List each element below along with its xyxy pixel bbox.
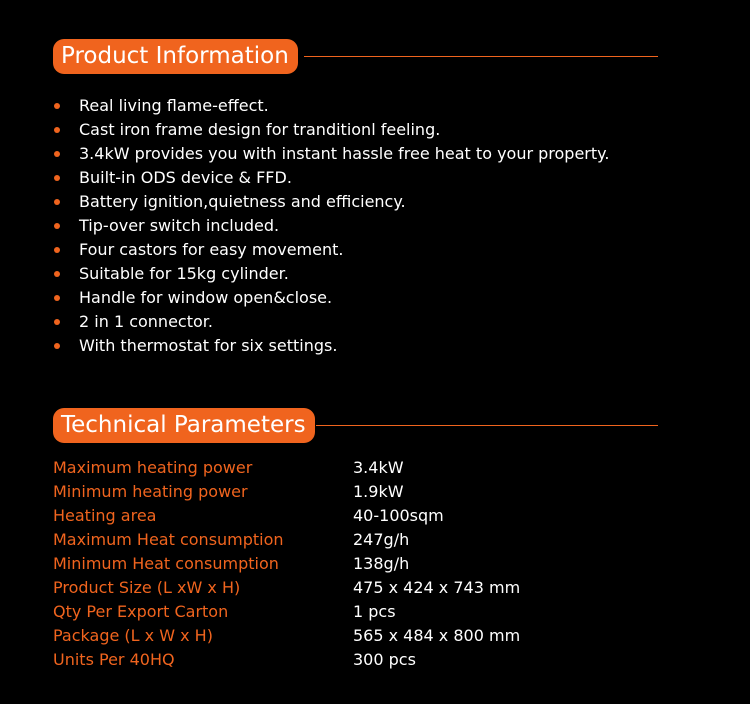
- parameter-label: Minimum Heat consumption: [53, 554, 279, 573]
- feature-item: [53, 94, 609, 118]
- feature-item: [53, 286, 609, 310]
- feature-text: 3.4kW provides you with instant hassle free heat to your property.: [79, 144, 610, 163]
- feature-text: Handle for window open&close.: [79, 288, 333, 307]
- feature-text: Built-in ODS device & FFD.: [79, 168, 292, 187]
- bullet-dot-icon: [54, 151, 60, 157]
- feature-text: Cast iron frame design for tranditionl feeling.: [79, 120, 441, 139]
- feature-item: [53, 334, 609, 358]
- bullet-dot-icon: [54, 247, 60, 253]
- parameter-value: 565 x 484 x 800 mm: [353, 626, 521, 645]
- parameter-label: Maximum Heat consumption: [53, 530, 284, 549]
- parameter-value: 1 pcs: [353, 602, 396, 621]
- feature-item: [53, 166, 609, 190]
- feature-text: With thermostat for six settings.: [79, 336, 338, 355]
- feature-text: 2 in 1 connector.: [79, 312, 213, 331]
- header-divider-line: [316, 425, 658, 426]
- bullet-dot-icon: [54, 319, 60, 325]
- header-divider-line: [304, 56, 658, 57]
- feature-text: Battery ignition,quietness and efficiency.: [79, 192, 406, 211]
- parameter-label: Product Size (L xW x H): [53, 578, 241, 597]
- parameter-label: Minimum heating power: [53, 482, 248, 501]
- parameter-value: 40-100sqm: [353, 506, 444, 525]
- parameter-label: Maximum heating power: [53, 458, 253, 477]
- parameter-value: 138g/h: [353, 554, 410, 573]
- bullet-dot-icon: [54, 199, 60, 205]
- parameter-value: 475 x 424 x 743 mm: [353, 578, 521, 597]
- technical-parameters-title: Technical Parameters: [53, 408, 315, 443]
- feature-text: Tip-over switch included.: [79, 216, 280, 235]
- feature-text: Suitable for 15kg cylinder.: [79, 264, 289, 283]
- bullet-dot-icon: [54, 223, 60, 229]
- feature-item: [53, 238, 609, 262]
- feature-list: [53, 94, 609, 358]
- feature-item: [53, 142, 609, 166]
- feature-text: Four castors for easy movement.: [79, 240, 344, 259]
- parameter-label: Heating area: [53, 506, 157, 525]
- feature-text: Real living flame-effect.: [79, 96, 269, 115]
- feature-item: [53, 214, 609, 238]
- bullet-dot-icon: [54, 127, 60, 133]
- product-information-title: Product Information: [53, 39, 298, 74]
- parameter-label: Units Per 40HQ: [53, 650, 175, 669]
- feature-item: [53, 190, 609, 214]
- feature-item: [53, 262, 609, 286]
- technical-parameters-header: [53, 408, 315, 443]
- bullet-dot-icon: [54, 343, 60, 349]
- feature-item: [53, 310, 609, 334]
- parameter-value: 1.9kW: [353, 482, 404, 501]
- parameter-value: 300 pcs: [353, 650, 416, 669]
- bullet-dot-icon: [54, 271, 60, 277]
- feature-item: [53, 118, 609, 142]
- bullet-dot-icon: [54, 175, 60, 181]
- parameter-value: 3.4kW: [353, 458, 404, 477]
- parameter-label: Qty Per Export Carton: [53, 602, 229, 621]
- bullet-dot-icon: [54, 103, 60, 109]
- bullet-dot-icon: [54, 295, 60, 301]
- parameter-value: 247g/h: [353, 530, 410, 549]
- parameter-label: Package (L x W x H): [53, 626, 213, 645]
- product-information-header: [53, 39, 298, 74]
